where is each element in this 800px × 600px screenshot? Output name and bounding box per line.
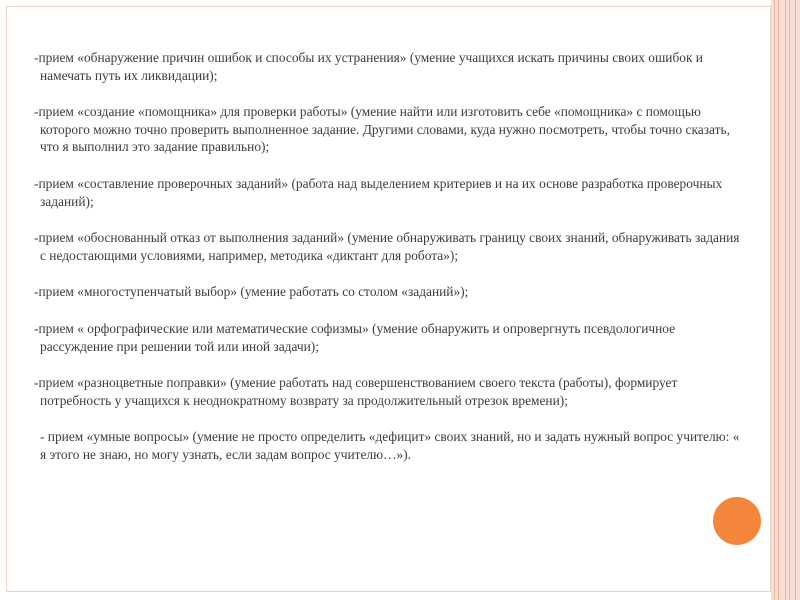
technique-item-2: -прием «создание «помощника» для проверки работы» (умение найти или изготовить себе «помощника» с помощью которого можно точно проверить выполненное задание. Другими словами, куда нужно посмотреть, чтобы точно сказать, что я выполнил это задание правильно); [34,104,730,155]
technique-item-3: -прием «составление проверочных заданий» (работа над выделением критериев и на их основе разработка проверочных заданий); [34,175,723,209]
decorative-orange-circle [713,497,761,545]
technique-item-5: -прием «многоступенчатый выбор» (умение работать со столом «заданий»); [34,284,469,300]
decorative-right-band [771,0,800,600]
technique-item-1: -прием «обнаружение причин ошибок и способы их устранения» (умение учащихся искать причины своих ошибок и намечать путь их ликвидации); [34,50,703,83]
band-line [778,0,779,600]
technique-item-4: -прием «обоснованный отказ от выполнения заданий» (умение обнаруживать границу своих знаний, обнаруживать задания с недостающими условиями, например, методика «диктант для робота»); [34,230,740,263]
band-line [774,0,775,600]
technique-item-7: -прием «разноцветные поправки» (умение работать над совершенствованием своего текста (работы), формирует потребность у учащихся к неоднократному возврату за продолжительный отрезок времени); [34,375,678,408]
technique-item-8: - прием «умные вопросы» (умение не просто определить «дефицит» своих знаний, но и задать нужный вопрос учителю: « я этого не знаю, но могу узнать, если задам вопрос учителю…»). [40,429,740,462]
band-line [795,0,796,600]
band-line [789,0,790,600]
technique-item-6: -прием « орфографические или математические софизмы» (умение обнаружить и опровергнуть псевдологичное рассуждение при решении той или иной задачи); [34,320,676,354]
slide-body-text [34,49,746,483]
band-line [785,0,786,600]
